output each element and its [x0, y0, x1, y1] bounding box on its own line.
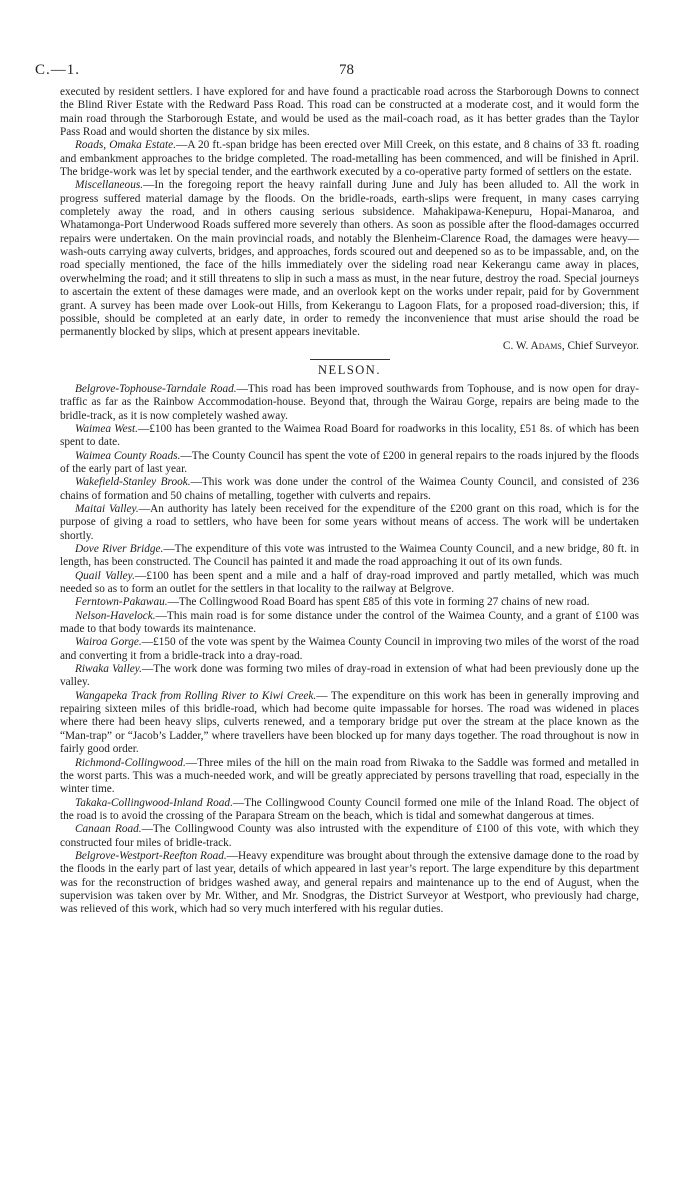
- paragraph-text: —The County Council has spent the vote of £200 in general repairs to the roads injured by the floods of the early part of last year.: [60, 449, 639, 475]
- section-paragraph: [60, 610, 639, 637]
- paragraph-heading: Riwaka Valley.: [75, 663, 142, 676]
- section-paragraph: [60, 476, 639, 503]
- paragraph-heading: Belgrove-Tophouse-Tarndale Road.: [75, 382, 237, 395]
- section-title: NELSON.: [318, 362, 381, 377]
- section-paragraph: [60, 663, 639, 690]
- section-paragraph: [60, 543, 639, 570]
- paragraph-heading: Dove River Bridge.: [75, 543, 164, 555]
- document-reference: C.—1.: [35, 62, 81, 78]
- section-divider: [310, 359, 390, 360]
- section-paragraph: [60, 450, 639, 477]
- section-paragraph: [60, 757, 639, 797]
- paragraph-heading: Roads, Omaka Estate.: [75, 139, 177, 152]
- paragraph-text: — The expenditure on this work has been in generally improving and repairing sixteen miles of this bridle-road, which had become quite impassable for horses. The road was widened in places where there had been heavy slips, culverts renewed, and a temporary bridge put over the stream at the place known as the “Man-trap” or “Jacob’s Ladder,” where travellers have been blocked up for many days together. The road throughout is now in fairly good order.: [60, 689, 639, 756]
- paragraph-heading: Wangapeka Track from Rolling River to Kiwi Creek.: [75, 689, 317, 702]
- paragraph-roads-omaka: [60, 139, 639, 179]
- paragraph-text: —£100 has been spent and a mile and a half of dray-road improved and partly metalled, which was much needed so as to form an outlet for the settlers in that locality to the railway at Belgrove.: [60, 569, 640, 596]
- paragraph-text: —£100 has been granted to the Waimea Road Board for roadworks in this locality, £51 8s. of which has been spent to date.: [60, 422, 639, 449]
- signature-name: C. W. Adams: [502, 339, 562, 352]
- paragraph-text: —The Collingwood County Council formed one mile of the Inland Road. The object of the road is to avoid the crossing of the Parapara Stream on the beach, which is tidal and somewhat dangerous at times.: [60, 796, 639, 822]
- paragraph-heading: Belgrove-Westport-Reefton Road.: [75, 849, 227, 862]
- paragraph-heading: Takaka-Collingwood-Inland Road.: [75, 796, 233, 809]
- section-paragraph: [60, 423, 639, 450]
- paragraph-heading: Nelson-Havelock.: [75, 609, 156, 622]
- paragraph-heading: Waimea County Roads.: [75, 449, 181, 462]
- paragraph-text: —£150 of the vote was spent by the Waimea County Council in improving two miles of the worst of the road and converting it from a bridle-track into a dray-road.: [60, 636, 639, 662]
- paragraph-heading: Wakefield-Stanley Brook.: [75, 476, 191, 489]
- section-paragraph: [60, 503, 639, 543]
- paragraph-text: —The Collingwood County was also intrusted with the expenditure of £100 of this vote, with which they constructed four miles of bridle-track.: [60, 823, 639, 849]
- paragraph-text: —Heavy expenditure was brought about through the extensive damage done to the road by the floods in the early part of last year, details of which appeared in last year’s report. The large expenditure by this department was for the reconstruction of bridges washed away, and general repairs and maintenance up to the end of August, when the supervision was taken over by Mr. Wither, and Mr. Snodgras, the District Surveyor at Westport, who previously had charge, was relieved of this work, which had so very much interfered with his regular duties.: [60, 849, 639, 916]
- signature-title: , Chief Surveyor.: [561, 339, 639, 352]
- paragraph-text: —This work was done under the control of the Waimea County Council, and consisted of 236 chains of formation and 50 chains of metalling, together with culverts and repairs.: [60, 476, 639, 502]
- paragraph-heading: Canaan Road.: [75, 823, 142, 836]
- paragraph-heading: Ferntown-Pakawau.: [75, 596, 168, 609]
- document-page: [35, 58, 640, 917]
- paragraph-text: —In the foregoing report the heavy rainfall during June and July has been alluded to. All the work in progress suffered material damage by the floods. On the bridle-roads, earth-slips were frequent, in many cases carrying completely away the road, and in others causing serious subsidence. Mahakipawa-Kenepuru, Hopai-Manaroa, and Whatamonga-Port Underwood Roads suffered more severely than others. As soon as possible after the flood-damages occurred repairs were undertaken. On the main provincial roads, and notably the Blenheim-Clarence Road, the damages were heavy—wash-outs carrying away culverts, bridges, and approaches, fords scoured out and deepened so as to be impassable, and, on the road specially mentioned, the face of the hills immediately over the sideling road near Kekerangu came away in places, overwhelming the road; and it still threatens to slip in such a mass as must, in the near future, destroy the road. Special journeys to ascertain the extent of these damages were made, and an overlook kept on the works under repair, paid for by Government grant. A survey has been made over Look-out Hills, from Kekerangu to Lagoon Flats, for a proposed road-diversion; this, if possible, should be completed at an early date, in order to remedy the inconvenience that must arise should the road be permanently blocked by slips, which at present appears inevitable.: [60, 179, 639, 339]
- paragraph-text: —This road has been improved southwards from Tophouse, and is now open for dray-traffic as far as the Rainbow Accommodation-house. Beyond that, through the Wairau Gorge, repairs are being made to the bridle-track, as it is now completely washed away.: [60, 382, 639, 422]
- section-paragraph: [60, 596, 639, 609]
- page-number: 78: [339, 62, 354, 78]
- paragraph-text: —The expenditure of this vote was intrusted to the Waimea County Council, and a new bridge, 80 ft. in length, has been constructed. The Council has painted it and made the road approaching it out of its own funds.: [60, 543, 639, 569]
- paragraph-heading: Maitai Valley.: [75, 502, 139, 515]
- section-paragraph: [60, 636, 639, 663]
- paragraph-heading: Quail Valley.: [75, 569, 135, 582]
- page-header: [35, 58, 639, 86]
- section-paragraph: [60, 850, 639, 917]
- paragraph-heading: Richmond-Collingwood.: [75, 756, 186, 769]
- paragraph-heading: Miscellaneous.: [75, 179, 144, 192]
- paragraph-text: —The Collingwood Road Board has spent £85 of this vote in forming 27 chains of new road.: [167, 596, 590, 609]
- paragraph-text: —Three miles of the hill on the main road from Riwaka to the Saddle was formed and metalled in the worst parts. This was a much-needed work, and will be greatly appreciated by persons travelling that road, especially in the winter time.: [60, 756, 639, 796]
- intro-paragraph: executed by resident settlers. I have explored for and have found a practicable road across the Starborough Downs to connect the Blind River Estate with the Redward Pass Road. This road can be constructed at a moderate cost, and it would form the main road through the Starborough Estate, and would be used as the mail-coach road, as it has better grades than the Taylor Pass Road and would shorten the distance by six miles.: [60, 86, 639, 139]
- paragraph-miscellaneous: [60, 179, 639, 339]
- paragraph-text: —This main road is for some distance under the control of the Waimea County, and a grant of £100 was made to that body towards its maintenance.: [60, 609, 639, 636]
- paragraph-heading: Wairoa Gorge.: [75, 636, 142, 649]
- section-paragraph: [60, 570, 639, 597]
- section-paragraph: [60, 690, 639, 757]
- paragraph-heading: Waimea West.: [75, 422, 138, 435]
- section-body: [60, 383, 639, 917]
- paragraph-text: —The work done was forming two miles of dray-road in extension of what had been previously done up the valley.: [60, 663, 639, 689]
- paragraph-text: —A 20 ft.-span bridge has been erected over Mill Creek, on this estate, and 8 chains of 33 ft. roading and embankment approaches to the bridge completed. The road-metalling has been commenced, and will be finished in April. The bridge-work was let by special tender, and the earthwork executed by a co-operative party formed of settlers on the estate.: [60, 139, 639, 179]
- paragraph-text: —An authority has lately been received for the expenditure of the £200 grant on this road, which is for the purpose of giving a road to settlers, who have been for some years without means of access. The work will be undertaken shortly.: [60, 502, 639, 542]
- section-paragraph: [60, 383, 639, 423]
- signature: [60, 340, 639, 353]
- section-paragraph: [60, 823, 639, 850]
- section-paragraph: [60, 797, 639, 824]
